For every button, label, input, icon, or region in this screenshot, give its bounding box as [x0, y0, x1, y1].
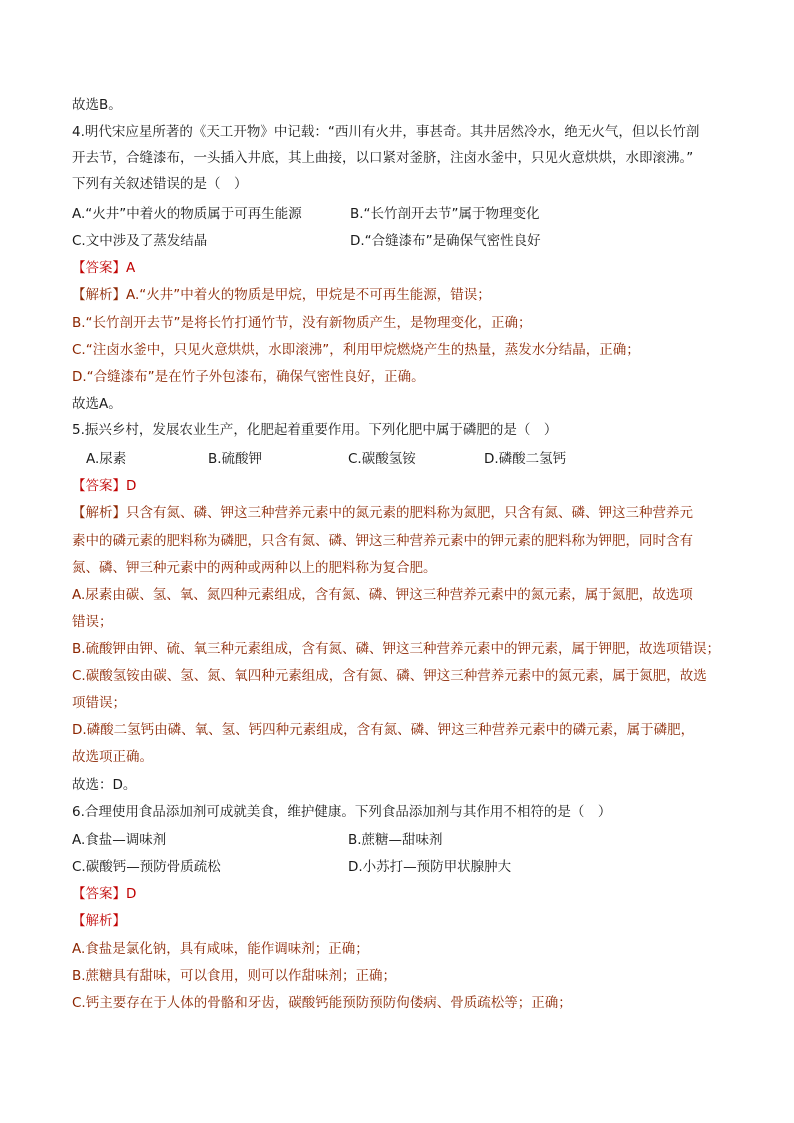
question-6-explanation-1: A.食盐是氯化钠，具有咸味，能作调味剂；正确；: [72, 941, 369, 957]
question-4-option-a: A.“火井”中着火的物质属于可再生能源: [72, 206, 302, 222]
question-5-explanation-4: A.尿素由碳、氢、氧、氮四种元素组成，含有氮、磷、钾这三种营养元素中的氮元素，属于氮肥，故选项: [72, 587, 693, 603]
question-5-explanation-6: B.硫酸钾由钾、硫、氧三种元素组成，含有氮、磷、钾这三种营养元素中的钾元素，属于钾肥，故选项错误；: [72, 641, 721, 657]
question-4-explanation-1: 【解析】A.“火井”中着火的物质是甲烷，甲烷是不可再生能源，错误；: [72, 287, 491, 303]
question-6-stem: 6.合理使用食品添加剂可成就美食，维护健康。下列食品添加剂与其作用不相符的是（ ）: [72, 804, 612, 820]
question-5-explanation-3: 氮、磷、钾三种元素中的两种或两种以上的肥料称为复合肥。: [72, 560, 437, 576]
question-5-answer: 【答案】D: [72, 478, 137, 494]
question-4-explanation-4: D.“合缝漆布”是在竹子外包漆布，确保气密性良好，正确。: [72, 369, 425, 385]
question-6-option-b: B.蔗糖—甜味剂: [348, 832, 443, 848]
question-5-option-a: A.尿素: [86, 451, 127, 467]
question-5-explanation-10: 故选项正确。: [72, 749, 153, 765]
question-5-option-d: D.磷酸二氢钙: [484, 451, 567, 467]
question-4-answer: 【答案】A: [72, 260, 136, 276]
previous-answer-selection: 故选B。: [72, 97, 122, 113]
question-4-option-d: D.“合缝漆布”是确保气密性良好: [350, 233, 541, 249]
question-5-explanation-5: 错误；: [72, 614, 113, 630]
question-6-explanation-2: B.蔗糖具有甜味，可以食用，则可以作甜味剂；正确；: [72, 968, 397, 984]
question-4-stem-line-3: 下列有关叙述错误的是（ ）: [72, 176, 248, 192]
question-6-explanation-heading: 【解析】: [72, 913, 126, 929]
question-6-option-a: A.食盐—调味剂: [72, 832, 167, 848]
question-5-option-c: C.碳酸氢铵: [348, 451, 416, 467]
question-5-explanation-8: 项错误；: [72, 695, 126, 711]
question-4-option-b: B.“长竹剖开去节”属于物理变化: [350, 206, 540, 222]
question-4-explanation-2: B.“长竹剖开去节”是将长竹打通竹节，没有新物质产生，是物理变化，正确；: [72, 315, 532, 331]
question-5-stem: 5.振兴乡村，发展农业生产，化肥起着重要作用。下列化肥中属于磷肥的是（ ）: [72, 422, 558, 438]
question-6-option-d: D.小苏打—预防甲状腺肿大: [348, 859, 512, 875]
question-4-option-c: C.文中涉及了蒸发结晶: [72, 233, 208, 249]
question-4-stem-line-2: 开去节，合缝漆布，一头插入井底，其上曲接，以口紧对釜脐，注卤水釜中，只见火意烘烘，水即滚沸。”: [72, 150, 694, 166]
question-5-selection: 故选：D。: [72, 777, 137, 793]
question-6-option-c: C.碳酸钙—预防骨质疏松: [72, 859, 221, 875]
question-5-explanation-9: D.磷酸二氢钙由磷、氧、氢、钙四种元素组成，含有氮、磷、钾这三种营养元素中的磷元素，属于磷肥，: [72, 722, 695, 738]
question-6-explanation-3: C.钙主要存在于人体的骨骼和牙齿，碳酸钙能预防预防佝偻病、骨质疏松等；正确；: [72, 995, 572, 1011]
question-4-selection: 故选A。: [72, 396, 122, 412]
question-6-answer: 【答案】D: [72, 886, 137, 902]
question-5-explanation-7: C.碳酸氢铵由碳、氢、氮、氧四种元素组成，含有氮、磷、钾这三种营养元素中的氮元素，属于氮肥，故选: [72, 668, 707, 684]
question-5-explanation-1: 【解析】只含有氮、磷、钾这三种营养元素中的氮元素的肥料称为氮肥，只含有氮、磷、钾这三种营养元: [72, 505, 693, 521]
question-4-explanation-3: C.“注卤水釜中，只见火意烘烘，水即滚沸”，利用甲烷燃烧产生的热量，蒸发水分结晶，正确；: [72, 342, 640, 358]
question-4-stem-line-1: 4.明代宋应星所著的《天工开物》中记载：“西川有火井，事甚奇。其井居然冷水，绝无火气，但以长竹剖: [72, 124, 700, 140]
question-5-explanation-2: 素中的磷元素的肥料称为磷肥，只含有氮、磷、钾这三种营养元素中的钾元素的肥料称为钾肥，同时含有: [72, 533, 693, 549]
question-5-option-b: B.硫酸钾: [208, 451, 263, 467]
